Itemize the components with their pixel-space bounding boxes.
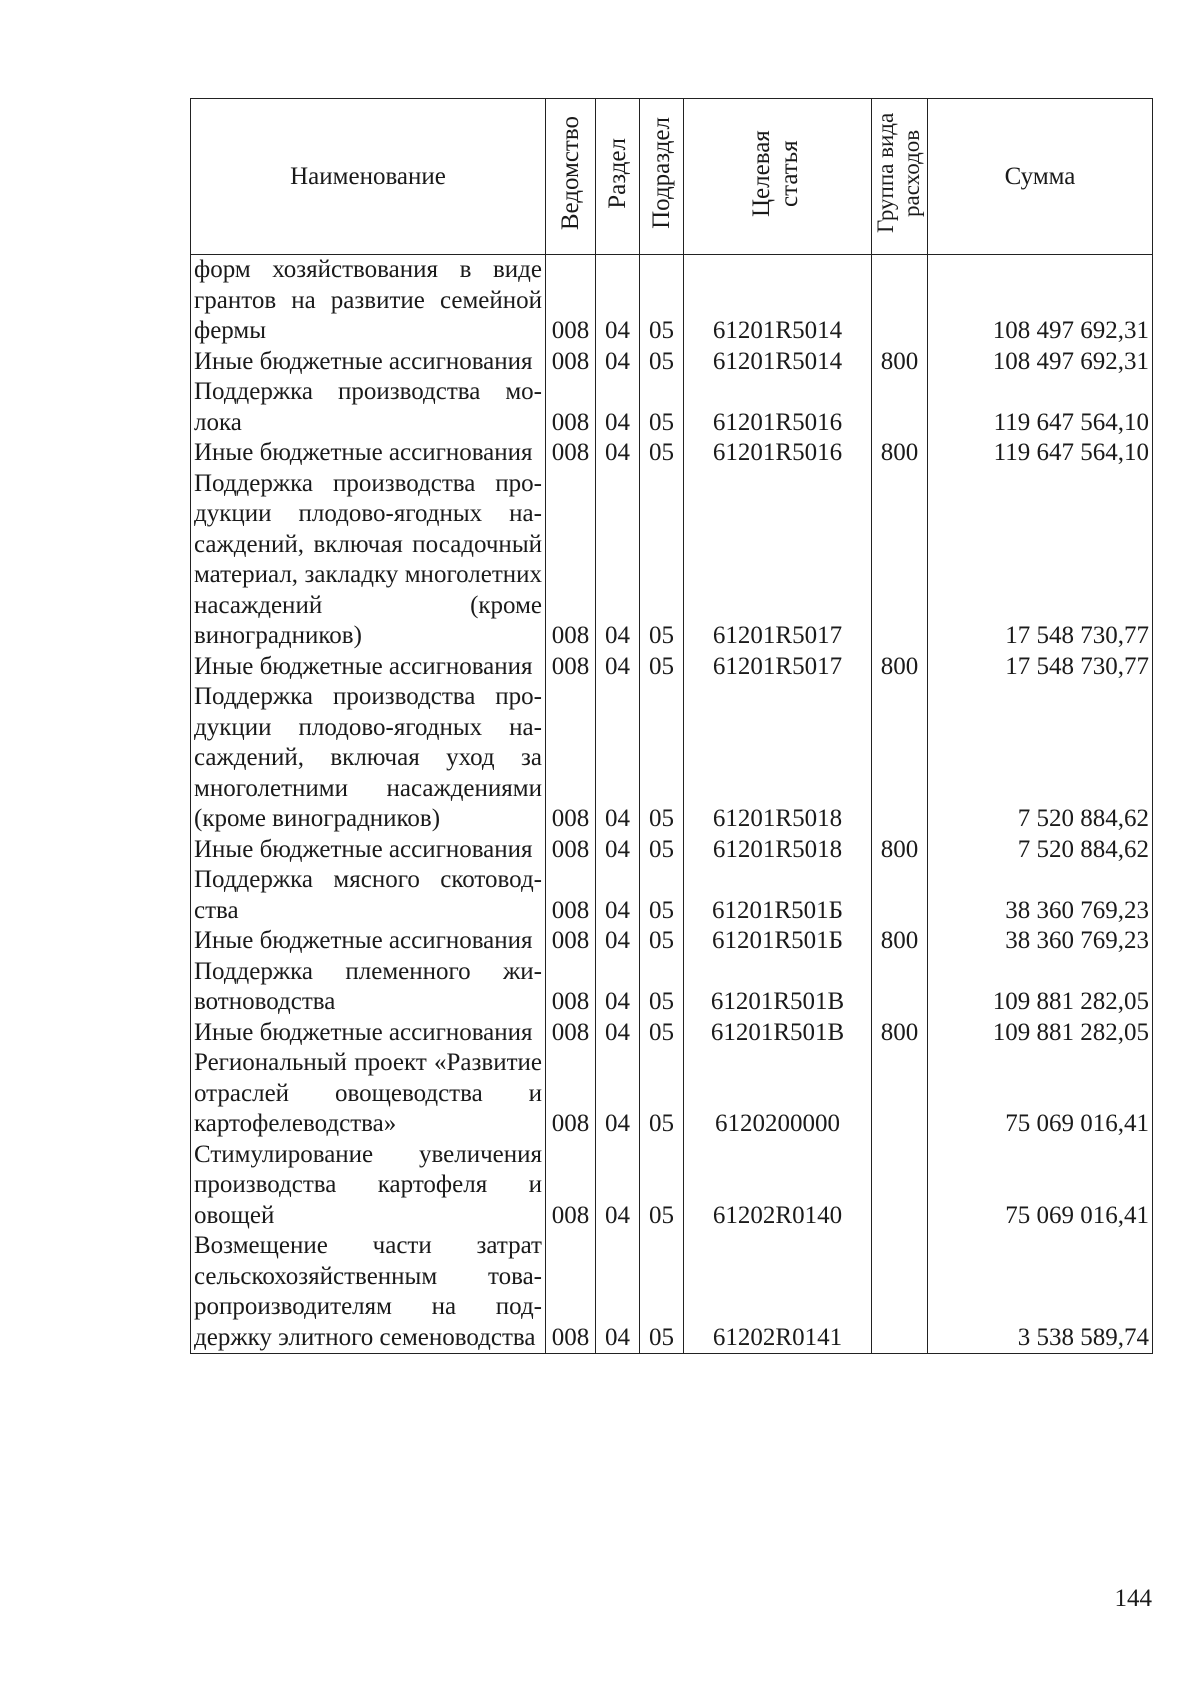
header-vedomstvo-text: Ведомство [556, 115, 584, 231]
row-name: Стимулирование увеличения производства картофеля и овощей [191, 1140, 546, 1232]
row-tselevaya-statya: 61202R0140 [684, 1140, 872, 1232]
row-name: Иные бюджетные ассигнования [191, 926, 546, 957]
row-gruppa-vida-raskhodov: 800 [872, 835, 928, 866]
row-name: Поддержка производства продукции плодово-ягодных насаждений, включая уход за многолетними насаждениями (кроме виноградников) [191, 682, 546, 835]
row-razdel: 04 [596, 652, 640, 683]
row-vedomstvo: 008 [546, 957, 596, 1018]
header-podrazdel-text: Подраздел [647, 117, 675, 229]
row-razdel: 04 [596, 255, 640, 347]
row-tselevaya-statya: 61202R0141 [684, 1231, 872, 1354]
header-summa: Сумма [928, 99, 1153, 255]
row-name: Поддержка мясного скотоводства [191, 865, 546, 926]
row-razdel: 04 [596, 347, 640, 378]
row-razdel: 04 [596, 1018, 640, 1049]
table-row [191, 652, 1153, 683]
table-body [191, 255, 1153, 1354]
header-gruppa-vida-raskhodov [872, 99, 928, 255]
header-gruppa-text: Группа вида расходов [872, 112, 924, 234]
row-name: Поддержка племенного животноводства [191, 957, 546, 1018]
row-podrazdel: 05 [640, 652, 684, 683]
header-razdel-text: Раздел [603, 137, 631, 209]
row-name: Иные бюджетные ассигнования [191, 835, 546, 866]
row-summa: 17 548 730,77 [928, 469, 1153, 652]
header-podrazdel [640, 99, 684, 255]
row-summa: 75 069 016,41 [928, 1140, 1153, 1232]
row-vedomstvo: 008 [546, 255, 596, 347]
row-tselevaya-statya: 61201R501В [684, 1018, 872, 1049]
header-razdel [596, 99, 640, 255]
row-tselevaya-statya: 61201R501В [684, 957, 872, 1018]
row-razdel: 04 [596, 1140, 640, 1232]
table-row [191, 865, 1153, 926]
row-tselevaya-statya: 61201R5014 [684, 347, 872, 378]
row-gruppa-vida-raskhodov [872, 682, 928, 835]
row-razdel: 04 [596, 957, 640, 1018]
table-row [191, 682, 1153, 835]
row-podrazdel: 05 [640, 255, 684, 347]
row-vedomstvo: 008 [546, 926, 596, 957]
row-vedomstvo: 008 [546, 835, 596, 866]
table-row [191, 469, 1153, 652]
row-razdel: 04 [596, 377, 640, 438]
row-razdel: 04 [596, 926, 640, 957]
row-tselevaya-statya: 61201R5018 [684, 682, 872, 835]
row-razdel: 04 [596, 469, 640, 652]
row-podrazdel: 05 [640, 377, 684, 438]
row-tselevaya-statya: 61201R5017 [684, 469, 872, 652]
row-summa: 119 647 564,10 [928, 377, 1153, 438]
row-vedomstvo: 008 [546, 438, 596, 469]
row-razdel: 04 [596, 835, 640, 866]
row-gruppa-vida-raskhodov [872, 255, 928, 347]
row-name: форм хозяйствования в виде грантов на развитие семейной фермы [191, 255, 546, 347]
row-vedomstvo: 008 [546, 865, 596, 926]
row-name: Региональный проект «Развитие отраслей овощеводства и картофелеводства» [191, 1048, 546, 1140]
table-row [191, 957, 1153, 1018]
row-name: Поддержка производства молока [191, 377, 546, 438]
table-row [191, 926, 1153, 957]
row-name: Иные бюджетные ассигнования [191, 438, 546, 469]
row-name: Поддержка производства продукции плодово-ягодных насаждений, включая посадочный материал, закладку многолетних насаждений (кроме виноградников) [191, 469, 546, 652]
row-vedomstvo: 008 [546, 377, 596, 438]
row-gruppa-vida-raskhodov [872, 957, 928, 1018]
row-podrazdel: 05 [640, 682, 684, 835]
table-row [191, 1140, 1153, 1232]
row-vedomstvo: 008 [546, 682, 596, 835]
row-gruppa-vida-raskhodov: 800 [872, 347, 928, 378]
row-vedomstvo: 008 [546, 652, 596, 683]
row-podrazdel: 05 [640, 1048, 684, 1140]
row-summa: 119 647 564,10 [928, 438, 1153, 469]
row-gruppa-vida-raskhodov: 800 [872, 438, 928, 469]
row-tselevaya-statya: 61201R501Б [684, 926, 872, 957]
row-summa: 108 497 692,31 [928, 347, 1153, 378]
row-tselevaya-statya: 61201R501Б [684, 865, 872, 926]
row-summa: 109 881 282,05 [928, 1018, 1153, 1049]
table-row [191, 255, 1153, 347]
row-gruppa-vida-raskhodov [872, 865, 928, 926]
row-vedomstvo: 008 [546, 1018, 596, 1049]
row-summa: 38 360 769,23 [928, 865, 1153, 926]
row-razdel: 04 [596, 1048, 640, 1140]
row-podrazdel: 05 [640, 347, 684, 378]
row-podrazdel: 05 [640, 438, 684, 469]
row-tselevaya-statya: 61201R5016 [684, 377, 872, 438]
row-name: Иные бюджетные ассигнования [191, 652, 546, 683]
row-vedomstvo: 008 [546, 469, 596, 652]
row-tselevaya-statya: 61201R5017 [684, 652, 872, 683]
row-summa: 38 360 769,23 [928, 926, 1153, 957]
row-tselevaya-statya: 61201R5016 [684, 438, 872, 469]
row-tselevaya-statya: 6120200000 [684, 1048, 872, 1140]
row-podrazdel: 05 [640, 957, 684, 1018]
header-tselevaya-statya [684, 99, 872, 255]
row-gruppa-vida-raskhodov [872, 1231, 928, 1354]
row-summa: 17 548 730,77 [928, 652, 1153, 683]
budget-table [190, 98, 1153, 1354]
row-tselevaya-statya: 61201R5018 [684, 835, 872, 866]
row-podrazdel: 05 [640, 835, 684, 866]
row-name: Возмещение части затрат сельскохозяйственным товаропроизводителям на поддержку элитного семеноводства [191, 1231, 546, 1354]
table-row [191, 835, 1153, 866]
row-vedomstvo: 008 [546, 1231, 596, 1354]
row-vedomstvo: 008 [546, 1140, 596, 1232]
row-summa: 75 069 016,41 [928, 1048, 1153, 1140]
row-razdel: 04 [596, 682, 640, 835]
row-summa: 3 538 589,74 [928, 1231, 1153, 1354]
row-summa: 7 520 884,62 [928, 835, 1153, 866]
row-vedomstvo: 008 [546, 1048, 596, 1140]
row-podrazdel: 05 [640, 469, 684, 652]
header-vedomstvo [546, 99, 596, 255]
row-gruppa-vida-raskhodov [872, 377, 928, 438]
row-gruppa-vida-raskhodov: 800 [872, 652, 928, 683]
row-gruppa-vida-raskhodov [872, 469, 928, 652]
row-podrazdel: 05 [640, 1018, 684, 1049]
row-name: Иные бюджетные ассигнования [191, 347, 546, 378]
row-gruppa-vida-raskhodov: 800 [872, 926, 928, 957]
row-tselevaya-statya: 61201R5014 [684, 255, 872, 347]
table-row [191, 1231, 1153, 1354]
row-gruppa-vida-raskhodov [872, 1048, 928, 1140]
table-row [191, 377, 1153, 438]
row-summa: 7 520 884,62 [928, 682, 1153, 835]
header-tselevaya-text: Целевая статья [747, 129, 803, 217]
table-header [191, 99, 1153, 255]
row-gruppa-vida-raskhodov: 800 [872, 1018, 928, 1049]
row-summa: 109 881 282,05 [928, 957, 1153, 1018]
row-razdel: 04 [596, 438, 640, 469]
row-podrazdel: 05 [640, 1231, 684, 1354]
row-vedomstvo: 008 [546, 347, 596, 378]
page-number: 144 [1114, 1585, 1152, 1612]
header-name: Наименование [191, 99, 546, 255]
row-razdel: 04 [596, 865, 640, 926]
table-row [191, 1048, 1153, 1140]
table-row [191, 438, 1153, 469]
row-gruppa-vida-raskhodov [872, 1140, 928, 1232]
row-name: Иные бюджетные ассигнования [191, 1018, 546, 1049]
table-row [191, 347, 1153, 378]
table-row [191, 1018, 1153, 1049]
row-summa: 108 497 692,31 [928, 255, 1153, 347]
row-podrazdel: 05 [640, 926, 684, 957]
row-podrazdel: 05 [640, 1140, 684, 1232]
row-podrazdel: 05 [640, 865, 684, 926]
row-razdel: 04 [596, 1231, 640, 1354]
